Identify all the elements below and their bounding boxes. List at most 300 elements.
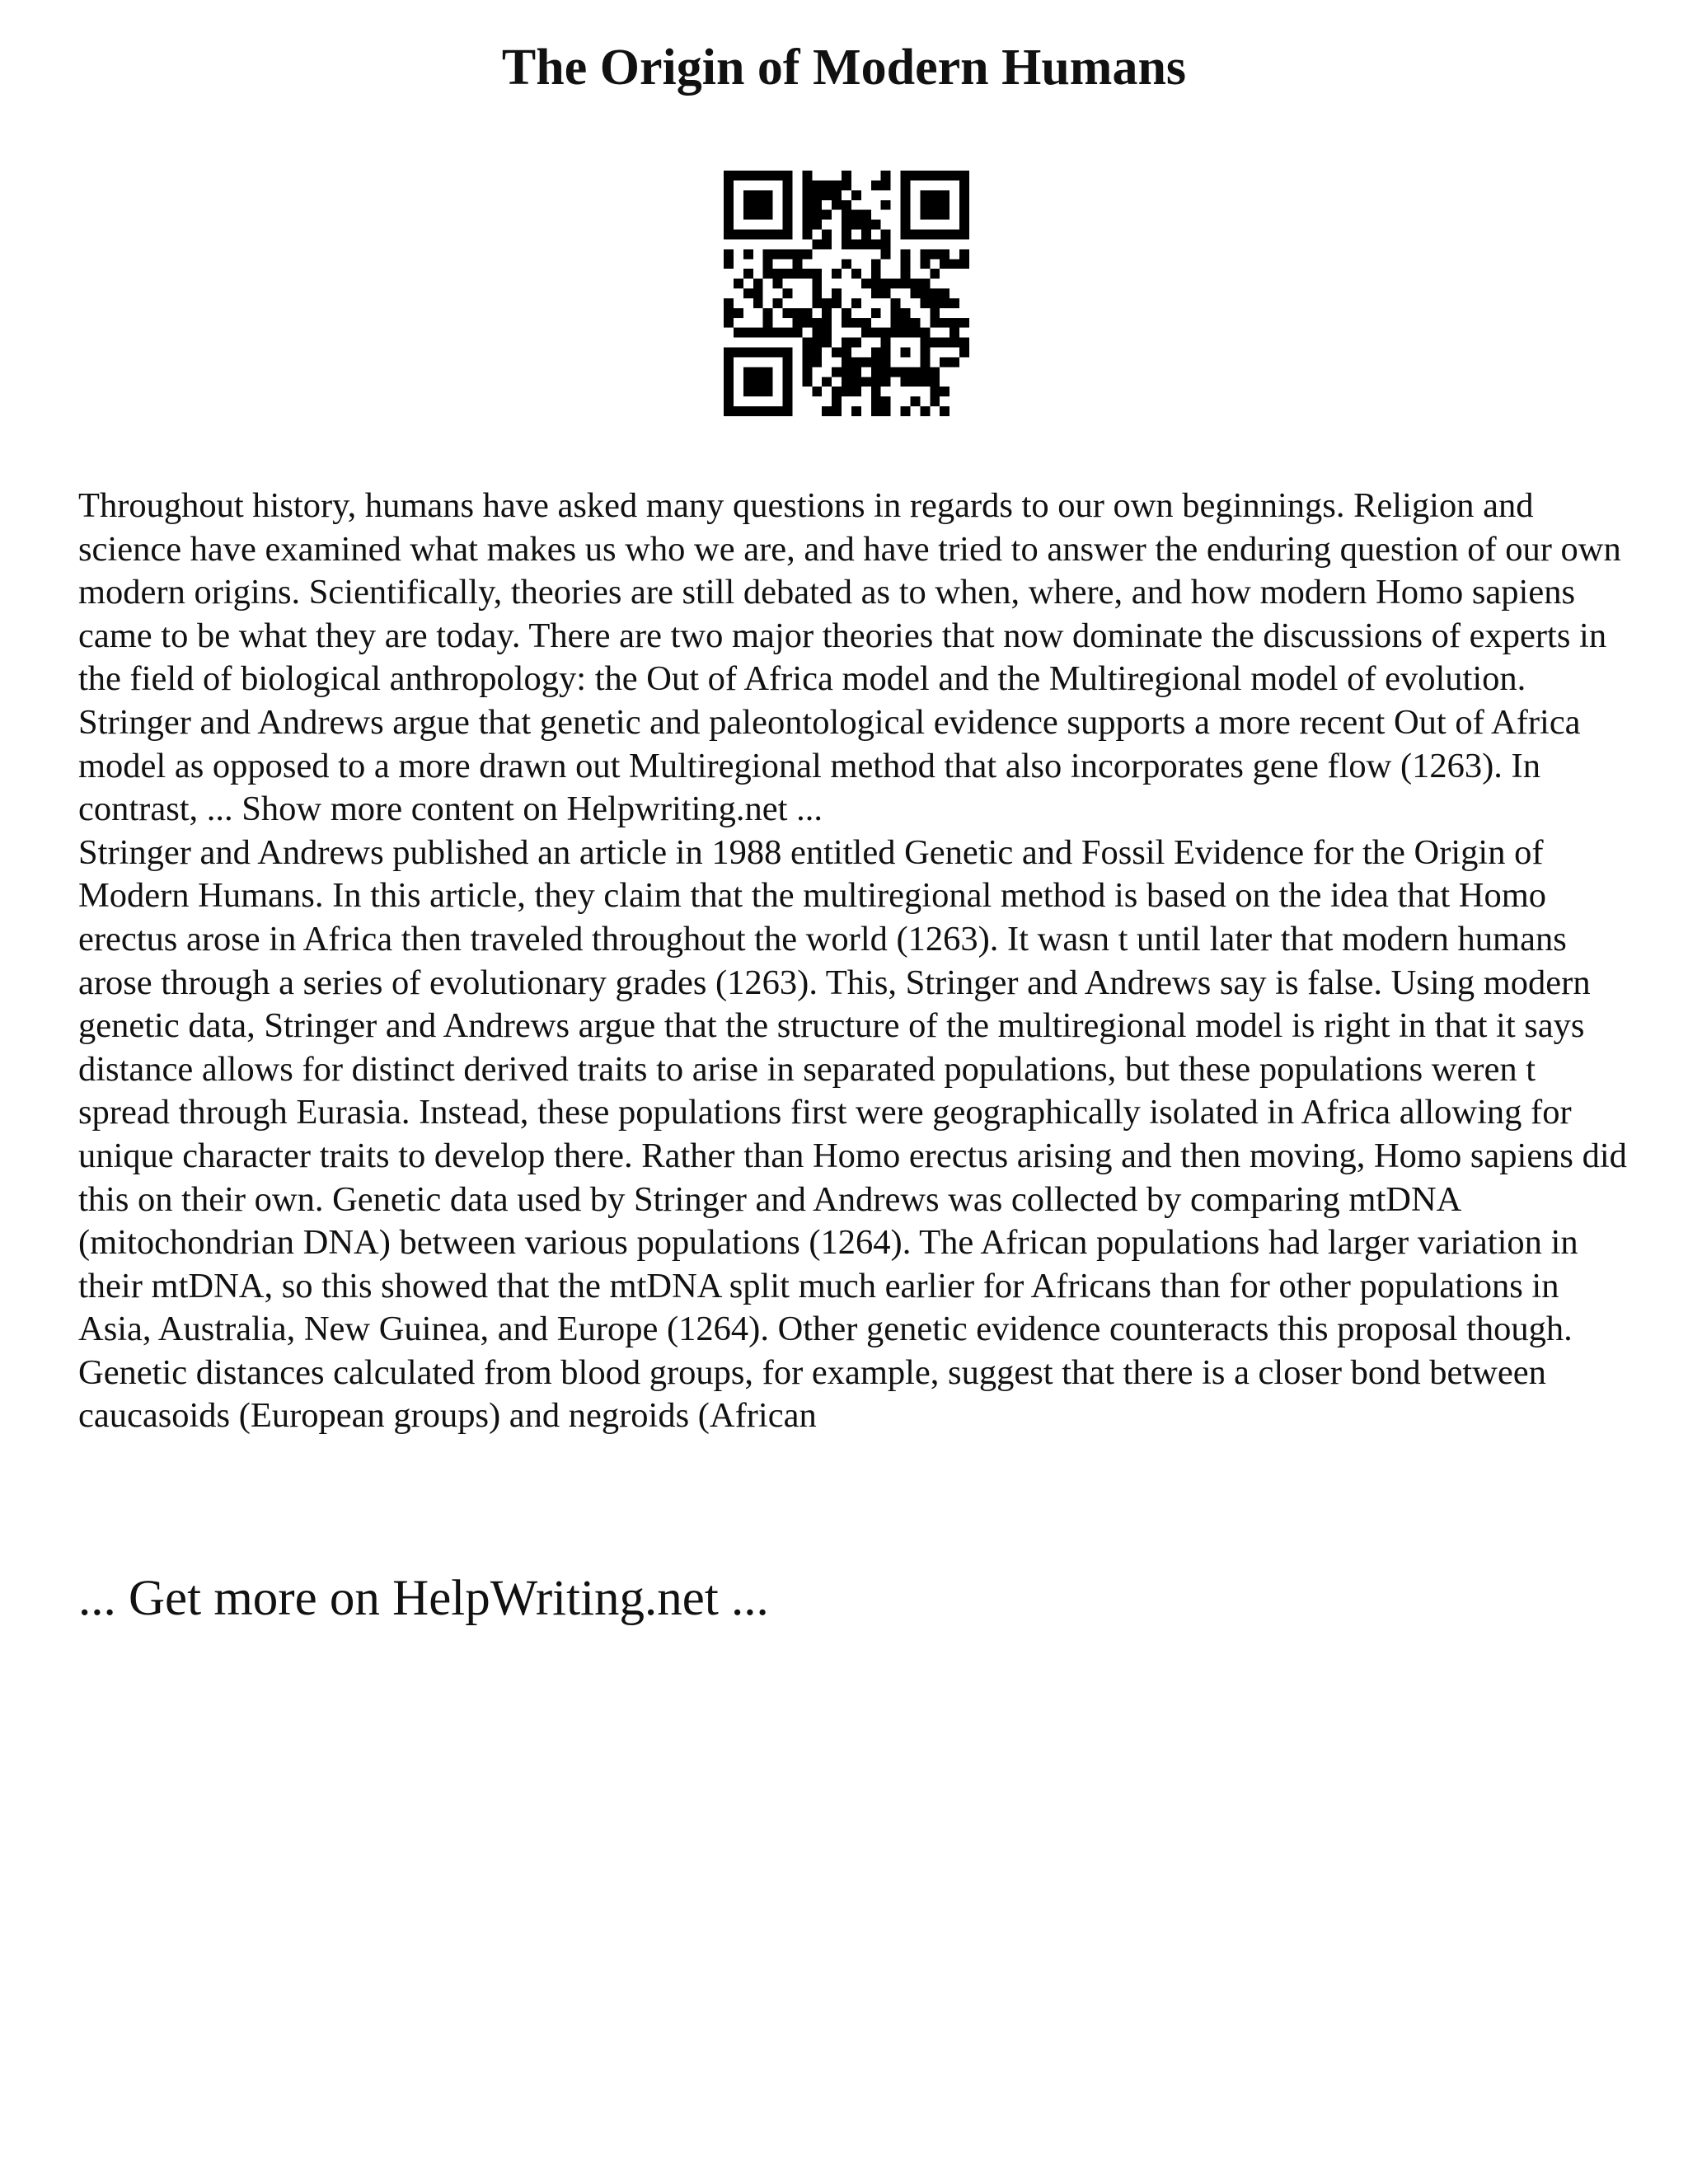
qr-module xyxy=(881,288,891,298)
qr-module xyxy=(920,406,930,416)
qr-module xyxy=(940,249,950,259)
qr-module xyxy=(763,230,773,240)
qr-module xyxy=(871,180,881,190)
qr-code-icon xyxy=(724,171,969,416)
qr-module xyxy=(812,210,822,220)
qr-module xyxy=(792,308,802,318)
qr-module xyxy=(920,357,930,367)
qr-module xyxy=(950,230,959,240)
get-more-link[interactable]: ... Get more on HelpWriting.net ... xyxy=(78,1571,769,1626)
qr-module xyxy=(763,259,773,269)
qr-module xyxy=(822,308,832,318)
qr-module xyxy=(773,249,783,259)
qr-module xyxy=(901,308,911,318)
qr-module xyxy=(950,259,959,269)
qr-module xyxy=(940,230,950,240)
qr-module xyxy=(773,230,783,240)
qr-module xyxy=(851,239,861,249)
qr-module xyxy=(920,328,930,338)
qr-module xyxy=(812,180,822,190)
qr-module xyxy=(792,249,802,259)
qr-module xyxy=(783,377,793,387)
qr-module xyxy=(743,171,753,180)
qr-module xyxy=(802,249,812,259)
qr-module xyxy=(930,269,940,279)
qr-module xyxy=(724,171,734,180)
qr-module xyxy=(930,171,940,180)
qr-module xyxy=(881,249,891,259)
qr-module xyxy=(891,279,901,288)
qr-module xyxy=(842,239,851,249)
qr-module xyxy=(920,259,930,269)
qr-module xyxy=(950,318,959,328)
qr-module xyxy=(763,348,773,358)
qr-module xyxy=(861,328,871,338)
qr-module xyxy=(901,259,911,269)
qr-module xyxy=(901,210,911,220)
qr-module xyxy=(930,210,940,220)
qr-module xyxy=(959,338,969,348)
qr-module xyxy=(930,338,940,348)
qr-module xyxy=(901,279,911,288)
qr-module xyxy=(881,180,891,190)
qr-module xyxy=(753,190,763,200)
qr-module xyxy=(802,200,812,210)
qr-module xyxy=(743,367,753,377)
qr-module xyxy=(763,171,773,180)
qr-module xyxy=(802,230,812,240)
qr-module xyxy=(812,387,822,396)
qr-module xyxy=(792,259,802,269)
page-title: The Origin of Modern Humans xyxy=(501,40,1187,96)
qr-module xyxy=(773,279,783,288)
qr-module xyxy=(822,318,832,328)
qr-module xyxy=(910,328,920,338)
qr-module xyxy=(901,180,911,190)
qr-module xyxy=(930,308,940,318)
qr-module xyxy=(822,338,832,348)
qr-module xyxy=(920,171,930,180)
paragraph: Stringer and Andrews published an article in 1988 entitled Genetic and Fossil Evidence for the Origin of Modern Humans. In this article, they claim that the multiregional method is based on the idea that Homo erectus arose in Africa then traveled throughout the world (1263). It wasn t until later that modern humans arose through a series of evolutionary grades (1263). This, Stringer and Andrews say is false. Using modern genetic data, Stringer and Andrews argue that the structure of the multiregional model is right in that it says distance allows for distinct derived traits to arise in separated populations, but these populations weren t spread through Eurasia. Instead, these populations first were geographically isolated in Africa allowing for unique character traits to develop there. Rather than Homo erectus arising and then moving, Homo sapiens did this on their own. Genetic data used by Stringer and Andrews was collected by comparing mtDNA (mitochondrian DNA) between various populations (1264). The African populations had larger variation in their mtDNA, so this showed that the mtDNA split much earlier for Africans than for other populations in Asia, Australia, New Guinea, and Europe (1264). Other genetic evidence counteracts this proposal though. Genetic distances calculated from blood groups, for example, suggest that there is a closer bond between caucasoids (European groups) and negroids (African xyxy=(78,832,1627,1436)
qr-module xyxy=(763,190,773,200)
qr-module xyxy=(881,396,891,406)
qr-module xyxy=(783,328,793,338)
qr-module xyxy=(910,279,920,288)
qr-module xyxy=(842,357,851,367)
qr-module xyxy=(753,377,763,387)
qr-module xyxy=(959,210,969,220)
qr-module xyxy=(812,269,822,279)
qr-module xyxy=(851,318,861,328)
qr-module xyxy=(743,190,753,200)
qr-module xyxy=(783,348,793,358)
qr-module xyxy=(783,387,793,396)
qr-module xyxy=(783,308,793,318)
qr-module xyxy=(950,298,959,308)
qr-module xyxy=(851,357,861,367)
qr-module xyxy=(959,180,969,190)
qr-module xyxy=(871,377,881,387)
qr-module xyxy=(930,367,940,377)
qr-module xyxy=(802,220,812,230)
qr-module xyxy=(753,210,763,220)
qr-module xyxy=(901,367,911,377)
qr-module xyxy=(871,279,881,288)
qr-module xyxy=(753,279,763,288)
qr-module xyxy=(724,190,734,200)
qr-module xyxy=(930,396,940,406)
qr-module xyxy=(940,338,950,348)
qr-module xyxy=(881,279,891,288)
qr-module xyxy=(763,328,773,338)
qr-module xyxy=(861,220,871,230)
qr-module xyxy=(743,249,753,259)
qr-module xyxy=(832,298,842,308)
qr-module xyxy=(792,318,802,328)
qr-module xyxy=(901,190,911,200)
qr-module xyxy=(822,190,832,200)
qr-module xyxy=(724,377,734,387)
qr-module xyxy=(832,269,842,279)
qr-module xyxy=(920,348,930,358)
qr-module xyxy=(930,387,940,396)
qr-module xyxy=(802,308,812,318)
qr-module xyxy=(832,396,842,406)
paragraph: Throughout history, humans have asked many questions in regards to our own beginnings. Religion and science have examined what makes us who we are, and have tried to answer the enduring question of our own modern origins. Scientifically, theories are still debated as to when, where, and how modern Homo sapiens came to be what they are today. There are two major theories that now dominate the discussions of experts in the field of biological anthropology: the Out of Africa model and the Multiregional model of evolution. Stringer and Andrews argue that genetic and paleontological evidence supports a more recent Out of Africa model as opposed to a more drawn out Multiregional method that also incorporates gene flow (1263). In contrast, ... Show more content on Helpwriting.net ... xyxy=(78,486,1621,829)
qr-module xyxy=(802,190,812,200)
qr-module xyxy=(881,239,891,249)
qr-module xyxy=(871,357,881,367)
qr-module xyxy=(734,230,743,240)
qr-module xyxy=(930,377,940,387)
qr-module xyxy=(753,171,763,180)
qr-module xyxy=(930,190,940,200)
qr-module xyxy=(861,318,871,328)
qr-module xyxy=(940,387,950,396)
qr-module xyxy=(783,288,793,298)
qr-module xyxy=(743,200,753,210)
qr-module xyxy=(724,249,734,259)
qr-module xyxy=(881,328,891,338)
qr-module xyxy=(940,288,950,298)
qr-module xyxy=(871,387,881,396)
qr-module xyxy=(920,210,930,220)
qr-module xyxy=(724,220,734,230)
qr-module xyxy=(901,348,911,358)
qr-module xyxy=(802,269,812,279)
qr-module xyxy=(959,220,969,230)
qr-module xyxy=(842,348,851,358)
qr-module xyxy=(871,396,881,406)
qr-module xyxy=(842,210,851,220)
qr-module xyxy=(930,200,940,210)
qr-module xyxy=(940,200,950,210)
qr-module xyxy=(743,377,753,387)
qr-module xyxy=(802,171,812,180)
qr-module xyxy=(832,180,842,190)
qr-module xyxy=(783,406,793,416)
qr-module xyxy=(753,200,763,210)
qr-module xyxy=(763,210,773,220)
qr-module xyxy=(734,406,743,416)
qr-module xyxy=(910,396,920,406)
qr-module xyxy=(959,171,969,180)
qr-module xyxy=(773,269,783,279)
qr-module xyxy=(871,348,881,358)
qr-module xyxy=(753,298,763,308)
qr-module xyxy=(881,171,891,180)
qr-module xyxy=(861,357,871,367)
qr-module xyxy=(910,288,920,298)
qr-module xyxy=(802,367,812,377)
qr-module xyxy=(773,328,783,338)
qr-module xyxy=(763,308,773,318)
qr-module xyxy=(743,328,753,338)
qr-module xyxy=(832,348,842,358)
qr-module xyxy=(842,377,851,387)
qr-module xyxy=(724,230,734,240)
qr-module xyxy=(861,239,871,249)
qr-module xyxy=(783,367,793,377)
qr-module xyxy=(743,230,753,240)
qr-module xyxy=(910,318,920,328)
qr-module xyxy=(851,269,861,279)
qr-module xyxy=(743,210,753,220)
qr-module xyxy=(940,210,950,220)
qr-module xyxy=(861,377,871,387)
qr-module xyxy=(802,210,812,220)
qr-module xyxy=(930,318,940,328)
qr-module xyxy=(724,298,734,308)
qr-module xyxy=(763,269,773,279)
qr-module xyxy=(832,200,842,210)
qr-module xyxy=(743,406,753,416)
qr-module xyxy=(901,328,911,338)
qr-module xyxy=(851,406,861,416)
qr-module xyxy=(901,377,911,387)
qr-module xyxy=(822,180,832,190)
qr-module xyxy=(822,210,832,220)
qr-module xyxy=(959,259,969,269)
qr-module xyxy=(891,298,901,308)
qr-module xyxy=(842,220,851,230)
qr-module xyxy=(763,200,773,210)
qr-module xyxy=(910,377,920,387)
qr-module xyxy=(842,318,851,328)
qr-module xyxy=(940,298,950,308)
qr-module xyxy=(851,377,861,387)
qr-module xyxy=(881,357,891,367)
qr-module xyxy=(724,348,734,358)
qr-module xyxy=(881,348,891,358)
qr-module xyxy=(959,190,969,200)
qr-module xyxy=(832,288,842,298)
qr-module xyxy=(753,348,763,358)
qr-module xyxy=(842,180,851,190)
qr-module xyxy=(891,328,901,338)
qr-module xyxy=(734,348,743,358)
qr-module xyxy=(783,180,793,190)
qr-module xyxy=(734,171,743,180)
qr-module xyxy=(920,377,930,387)
qr-module xyxy=(812,328,822,338)
qr-module xyxy=(851,367,861,377)
qr-module xyxy=(822,239,832,249)
qr-module xyxy=(802,318,812,328)
qr-module xyxy=(802,377,812,387)
qr-module xyxy=(773,171,783,180)
qr-module xyxy=(802,357,812,367)
qr-module xyxy=(842,200,851,210)
qr-module xyxy=(910,367,920,377)
qr-module xyxy=(763,387,773,396)
qr-module xyxy=(822,230,832,240)
article-body xyxy=(78,485,1628,1438)
qr-module xyxy=(802,348,812,358)
qr-module xyxy=(920,279,930,288)
qr-module xyxy=(842,308,851,318)
qr-module xyxy=(851,387,861,396)
qr-module xyxy=(783,200,793,210)
qr-module xyxy=(734,279,743,288)
qr-module xyxy=(753,406,763,416)
qr-module xyxy=(901,171,911,180)
qr-module xyxy=(901,220,911,230)
qr-module xyxy=(920,230,930,240)
qr-module xyxy=(881,230,891,240)
qr-module xyxy=(783,220,793,230)
qr-module xyxy=(940,171,950,180)
qr-module xyxy=(724,406,734,416)
qr-module xyxy=(920,200,930,210)
qr-module xyxy=(743,387,753,396)
qr-module xyxy=(901,200,911,210)
qr-module xyxy=(861,279,871,288)
qr-module xyxy=(920,190,930,200)
qr-module xyxy=(763,377,773,387)
qr-module xyxy=(724,180,734,190)
qr-module xyxy=(783,230,793,240)
qr-module xyxy=(959,318,969,328)
qr-module xyxy=(940,259,950,269)
qr-module xyxy=(930,249,940,259)
qr-module xyxy=(743,348,753,358)
qr-module xyxy=(763,406,773,416)
qr-module xyxy=(871,367,881,377)
qr-module xyxy=(881,338,891,348)
qr-module xyxy=(871,406,881,416)
qr-module xyxy=(901,318,911,328)
qr-module xyxy=(842,367,851,377)
qr-module xyxy=(763,367,773,377)
qr-module xyxy=(950,171,959,180)
qr-module xyxy=(832,387,842,396)
qr-module xyxy=(812,279,822,288)
qr-module xyxy=(812,318,822,328)
qr-module xyxy=(783,269,793,279)
qr-module xyxy=(959,348,969,358)
qr-module xyxy=(881,367,891,377)
qr-module xyxy=(753,288,763,298)
qr-module xyxy=(842,230,851,240)
qr-module xyxy=(851,298,861,308)
qr-module xyxy=(812,338,822,348)
qr-module xyxy=(861,230,871,240)
qr-module xyxy=(812,239,822,249)
qr-module xyxy=(783,396,793,406)
qr-module xyxy=(724,396,734,406)
qr-module xyxy=(792,328,802,338)
qr-module xyxy=(940,357,950,367)
qr-module xyxy=(802,338,812,348)
qr-module xyxy=(851,210,861,220)
qr-module xyxy=(842,338,851,348)
qr-module xyxy=(773,406,783,416)
qr-module xyxy=(734,308,743,318)
qr-module xyxy=(812,220,822,230)
qr-module xyxy=(763,318,773,328)
qr-module xyxy=(724,259,734,269)
qr-module xyxy=(783,210,793,220)
qr-module xyxy=(920,338,930,348)
qr-module xyxy=(920,298,930,308)
qr-module xyxy=(812,298,822,308)
qr-module xyxy=(950,328,959,338)
qr-module xyxy=(891,367,901,377)
qr-module xyxy=(959,230,969,240)
qr-module xyxy=(753,230,763,240)
qr-module xyxy=(940,406,950,416)
qr-module xyxy=(822,406,832,416)
qr-module xyxy=(724,308,734,318)
qr-module xyxy=(930,230,940,240)
qr-module xyxy=(901,269,911,279)
qr-module xyxy=(901,249,911,259)
qr-module xyxy=(822,377,832,387)
qr-module xyxy=(724,210,734,220)
qr-module xyxy=(842,387,851,396)
qr-module xyxy=(930,288,940,298)
qr-module xyxy=(920,249,930,259)
qr-module xyxy=(753,367,763,377)
qr-module xyxy=(812,200,822,210)
qr-module xyxy=(901,230,911,240)
qr-module xyxy=(734,328,743,338)
qr-module xyxy=(724,367,734,377)
qr-module xyxy=(812,190,822,200)
qr-module xyxy=(832,367,842,377)
qr-module xyxy=(871,269,881,279)
qr-module xyxy=(950,357,959,367)
qr-module xyxy=(930,298,940,308)
qr-module xyxy=(871,259,881,269)
qr-module xyxy=(724,200,734,210)
qr-module xyxy=(910,171,920,180)
qr-module xyxy=(851,338,861,348)
qr-module xyxy=(842,259,851,269)
qr-module xyxy=(910,230,920,240)
qr-module xyxy=(851,220,861,230)
qr-module xyxy=(920,367,930,377)
qr-module xyxy=(812,348,822,358)
qr-module xyxy=(959,249,969,259)
qr-module xyxy=(802,180,812,190)
qr-module xyxy=(773,298,783,308)
qr-module xyxy=(753,328,763,338)
qr-module xyxy=(792,269,802,279)
qr-module xyxy=(950,338,959,348)
qr-module xyxy=(724,318,734,328)
